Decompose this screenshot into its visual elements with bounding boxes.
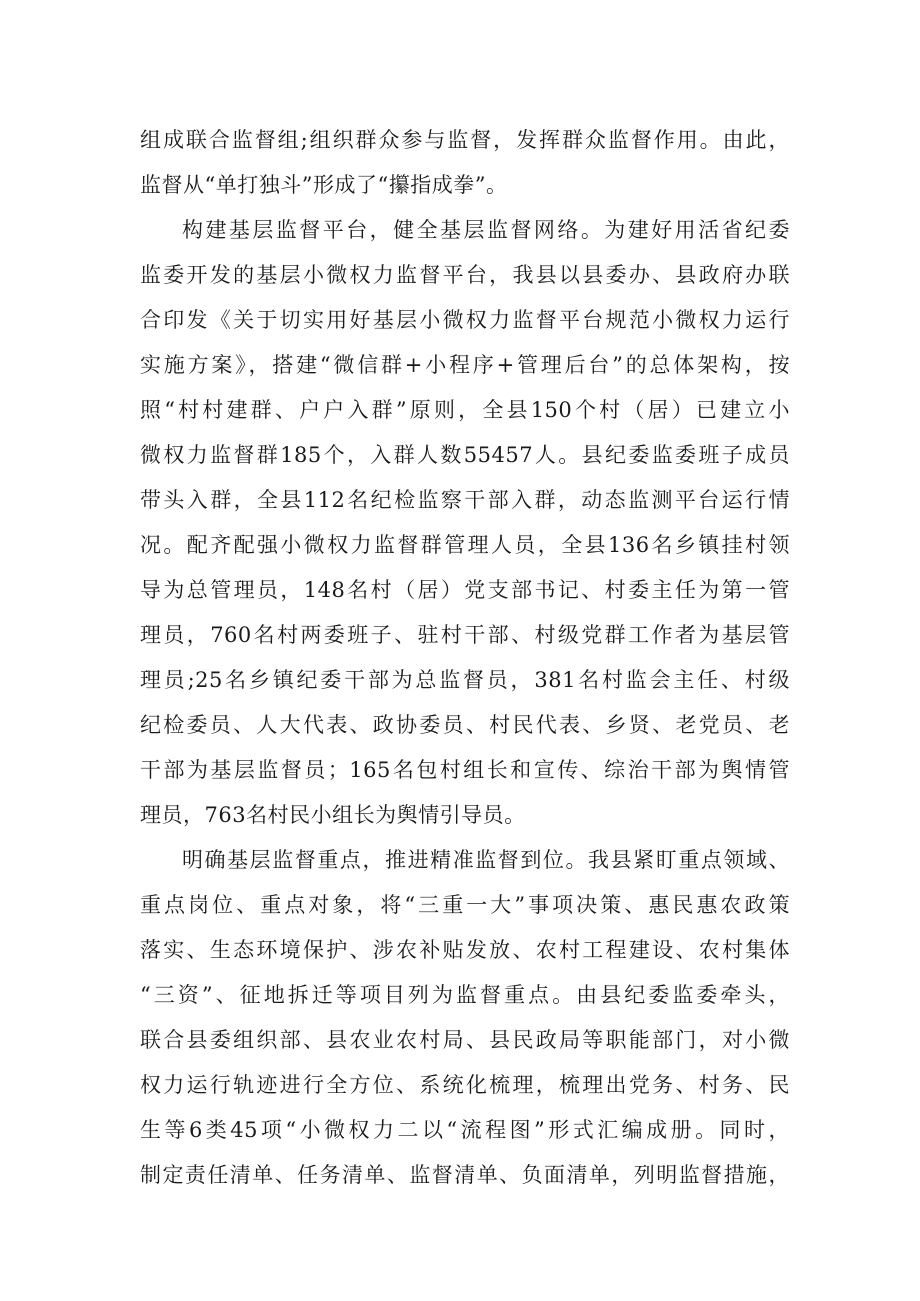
text-line: 监督从“单打独斗”形成了“攥指成拳”。 [140, 173, 508, 197]
text-line: 明确基层监督重点，推进精准监督到位。我县紧盯重点领域、 [182, 848, 790, 872]
text-line: 微权力监督群185个，入群人数55457人。县纪委监委班子成员 [140, 443, 790, 467]
paragraph-2 [140, 208, 790, 838]
text-line: 纪检委员、人大代表、政协委员、村民代表、乡贤、老党员、老 [140, 713, 790, 737]
paragraph-3 [140, 838, 790, 1198]
text-line: 监委开发的基层小微权力监督平台，我县以县委办、县政府办联 [140, 263, 790, 287]
text-line: 落实、生态环境保护、涉农补贴发放、农村工程建设、农村集体 [140, 938, 790, 962]
text-line: 导为总管理员，148名村（居）党支部书记、村委主任为第一管 [140, 578, 790, 602]
text-line: 照“村村建群、户户入群”原则，全县150个村（居）已建立小 [140, 398, 790, 422]
text-line: 理员，763名村民小组长为舆情引导员。 [140, 803, 526, 827]
paragraph-1 [140, 118, 790, 208]
text-line: 合印发《关于切实用好基层小微权力监督平台规范小微权力运行 [140, 308, 790, 332]
text-line: 况。配齐配强小微权力监督群管理人员，全县136名乡镇挂村领 [140, 533, 790, 557]
text-line: 联合县委组织部、县农业农村局、县民政局等职能部门，对小微 [140, 1028, 790, 1052]
text-line: 实施方案》，搭建“微信群+小程序+管理后台”的总体架构，按 [140, 353, 790, 377]
text-line: 权力运行轨迹进行全方位、系统化梳理，梳理出党务、村务、民 [140, 1073, 790, 1097]
text-line: 制定责任清单、任务清单、监督清单、负面清单，列明监督措施， [140, 1163, 790, 1187]
text-line: 重点岗位、重点对象，将“三重一大”事项决策、惠民惠农政策 [140, 893, 790, 917]
text-line: “三资”、征地拆迁等项目列为监督重点。由县纪委监委牵头， [140, 983, 790, 1007]
text-line: 干部为基层监督员；165名包村组长和宣传、综治干部为舆情管 [140, 758, 790, 782]
text-line: 理员，760名村两委班子、驻村干部、村级党群工作者为基层管 [140, 623, 790, 647]
text-line: 带头入群，全县112名纪检监察干部入群，动态监测平台运行情 [140, 488, 790, 512]
text-line: 理员;25名乡镇纪委干部为总监督员，381名村监会主任、村级 [140, 668, 790, 692]
text-line: 生等6类45项“小微权力二以“流程图”形式汇编成册。同时， [140, 1118, 790, 1142]
document-page [140, 118, 790, 1198]
text-line: 组成联合监督组;组织群众参与监督，发挥群众监督作用。由此， [140, 128, 790, 152]
text-line: 构建基层监督平台，健全基层监督网络。为建好用活省纪委 [182, 218, 790, 242]
